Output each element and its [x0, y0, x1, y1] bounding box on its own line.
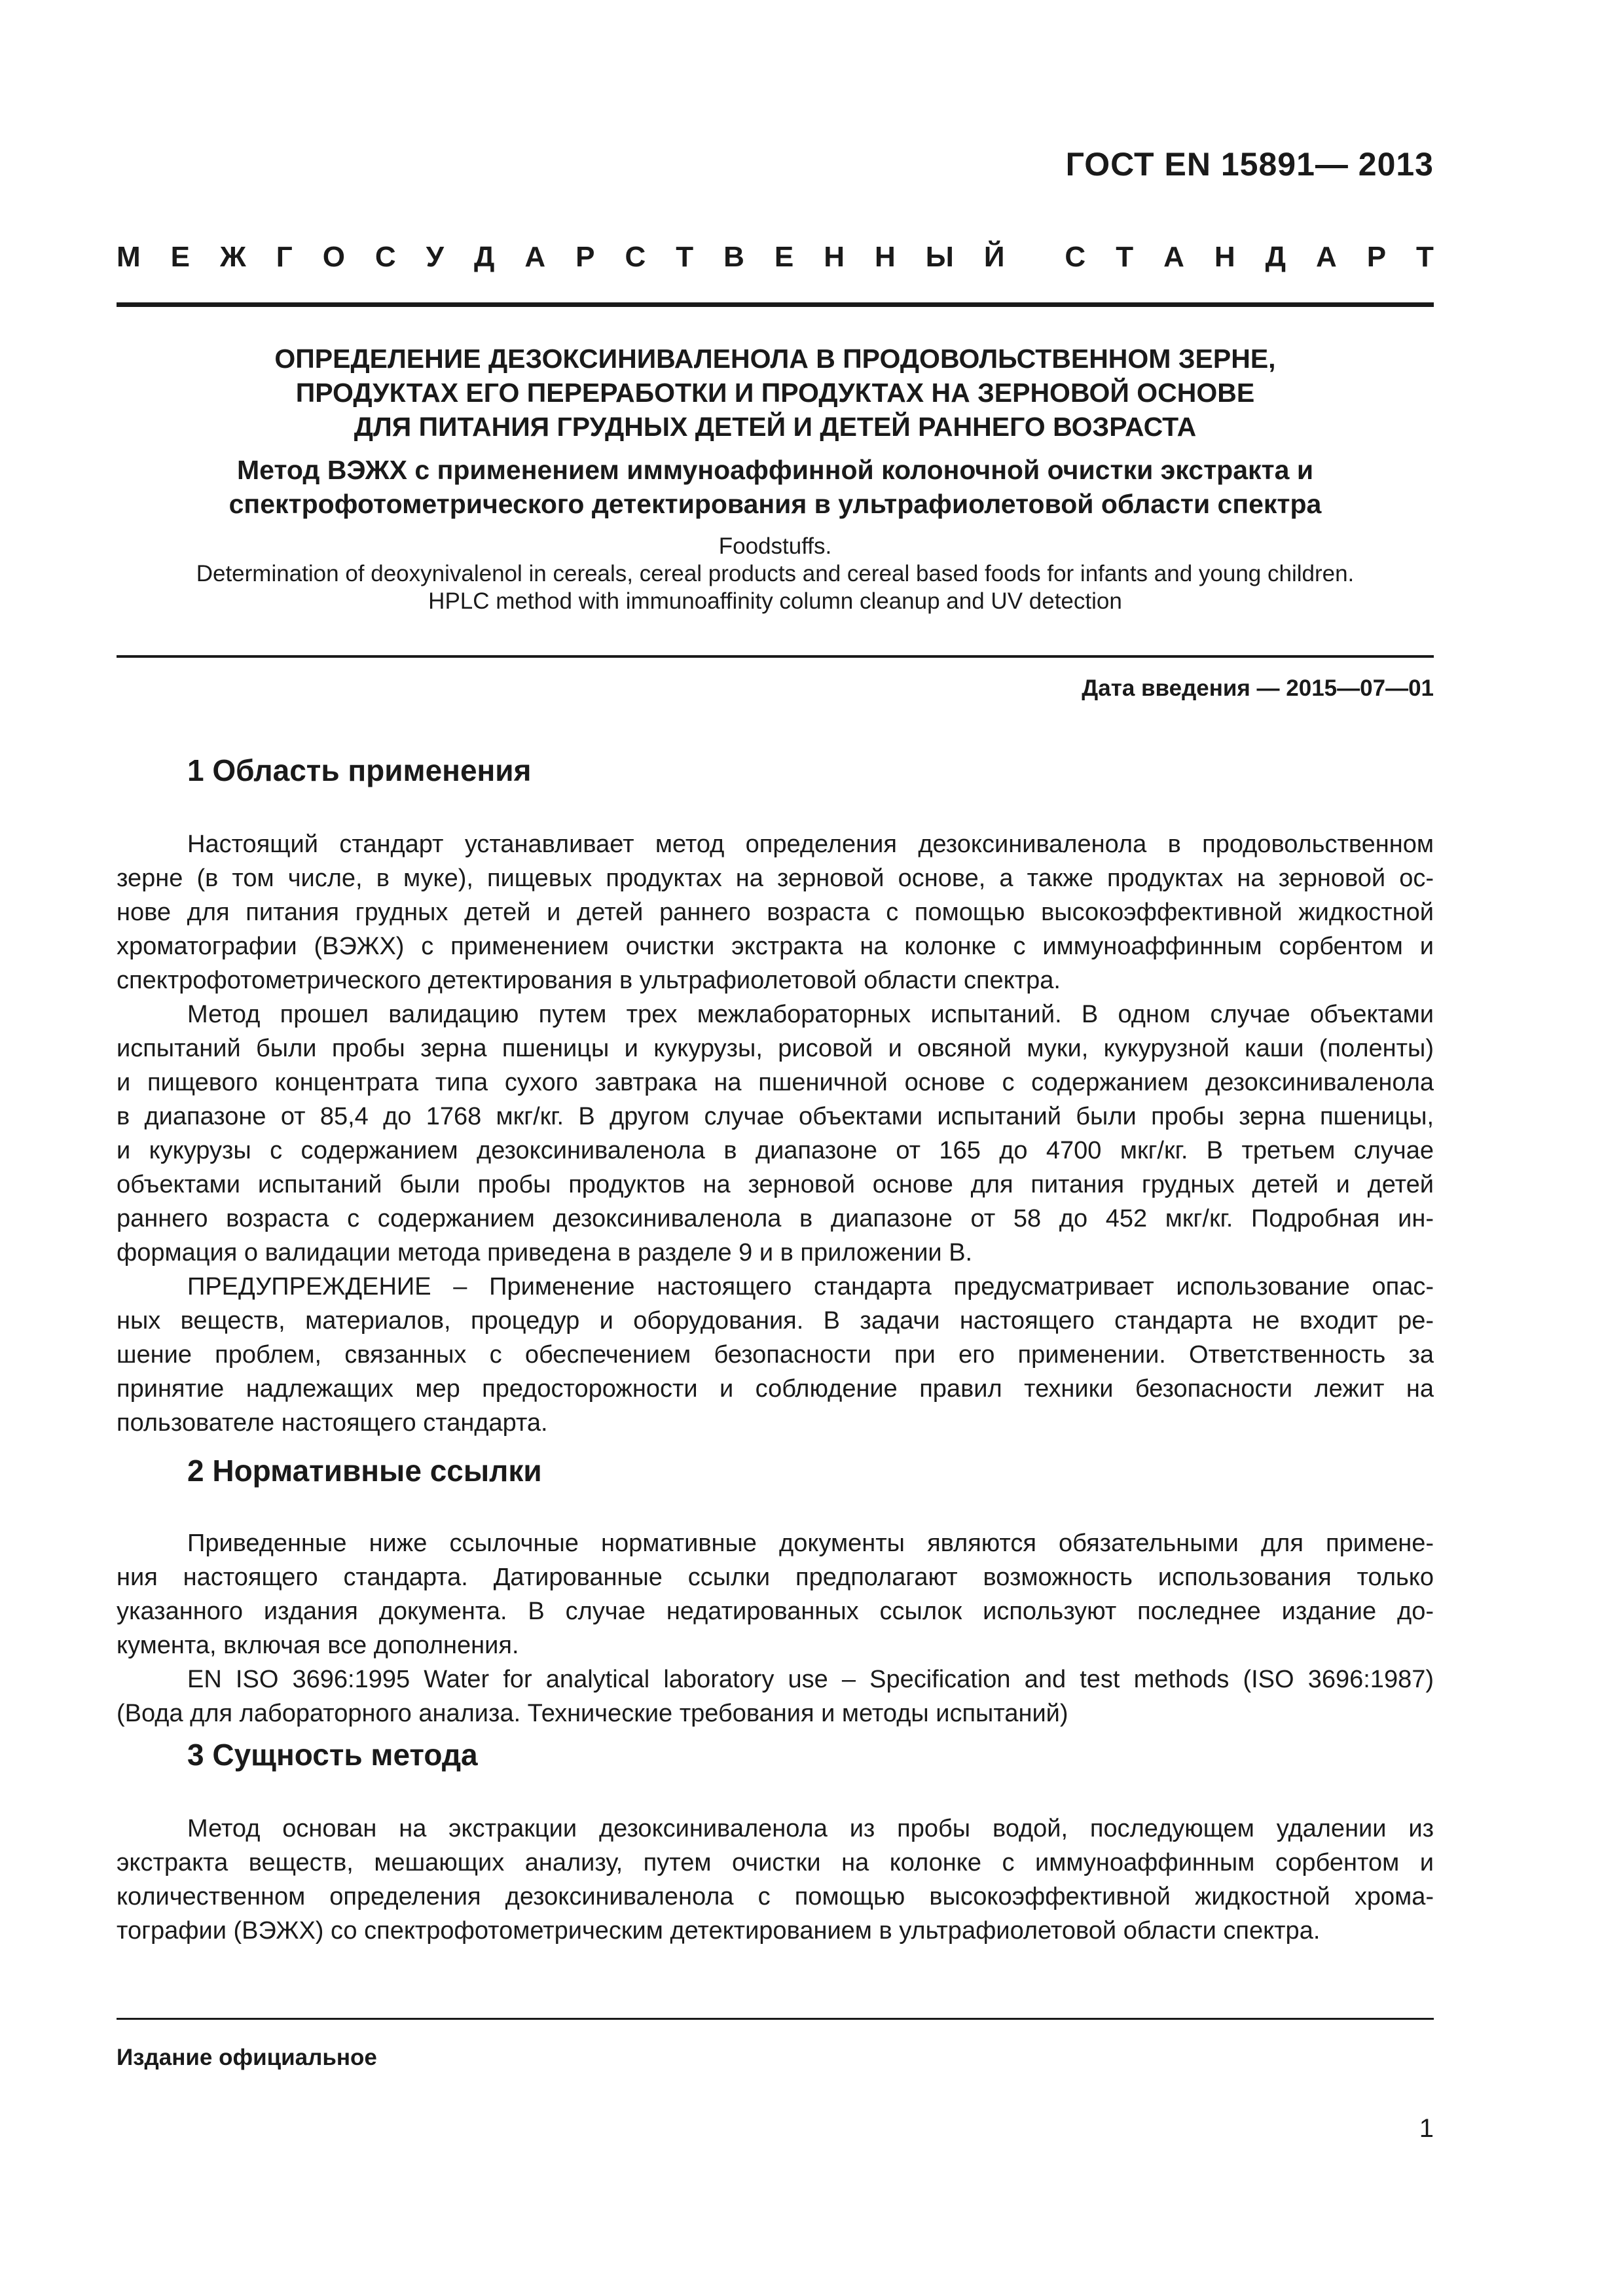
text-line: пользователе настоящего стандарта.: [117, 1409, 548, 1437]
banner-letter: Д: [1265, 241, 1286, 273]
banner-letter: У: [426, 241, 445, 273]
title-block: [117, 342, 1434, 615]
introduction-date: Дата введения — 2015—07—01: [1082, 675, 1434, 701]
edition-label: Издание официальное: [117, 2045, 377, 2070]
banner-letter: С: [625, 241, 646, 273]
text-line: ПРЕДУПРЕЖДЕНИЕ – Применение настоящего стандарта предусматривает использование опас-: [187, 1273, 1434, 1300]
text-line: количественном определения дезоксиниваленола с помощью высокоэффективной жидкостной хрома-: [117, 1883, 1434, 1910]
text-line: в диапазоне от 85,4 до 1768 мкг/кг. В другом случае объектами испытаний были пробы зерна пшеницы,: [117, 1103, 1434, 1130]
banner-letter: А: [524, 241, 546, 273]
banner-letter: Е: [170, 241, 190, 273]
subtitle-line: Метод ВЭЖХ с применением иммуноаффинной колоночной очистки экстракта и: [236, 455, 1314, 485]
text-line: принятие надлежащих мер предосторожности и соблюдение правил техники безопасности лежит на: [117, 1375, 1434, 1403]
banner-letter: Г: [276, 241, 293, 273]
standard-banner: [117, 241, 1434, 274]
banner-letter: С: [1065, 241, 1086, 273]
section-1-heading: 1 Область применения: [187, 753, 532, 787]
title-rule: [117, 655, 1434, 658]
banner-letter: Н: [875, 241, 896, 273]
text-line: экстракта веществ, мешающих анализу, путем очистки на колонке с иммуноаффинным сорбентом и: [117, 1849, 1434, 1876]
banner-letter: Р: [575, 241, 595, 273]
banner-letter: А: [1163, 241, 1184, 273]
text-line: указанного издания документа. В случае недатированных ссылок используют последнее издание до-: [117, 1598, 1434, 1625]
text-line: формация о валидации метода приведена в разделе 9 и в приложении В.: [117, 1239, 973, 1266]
english-title-line: Foodstuffs.: [718, 533, 832, 559]
text-line: тографии (ВЭЖХ) со спектрофотометрическим детектированием в ультрафиолетовой области спектра.: [117, 1917, 1321, 1945]
text-line: и кукурузы с содержанием дезоксиниваленола в диапазоне от 165 до 4700 мкг/кг. В третьем случае: [117, 1137, 1434, 1164]
banner-letter: Р: [1366, 241, 1387, 273]
text-line: EN ISO 3696:1995 Water for analytical laboratory use – Specification and test methods (ISO 3696:1987): [187, 1666, 1434, 1693]
english-title: [117, 533, 1434, 615]
banner-letter: Н: [824, 241, 845, 273]
banner-letter: С: [374, 241, 396, 273]
document-number: ГОСТ EN 15891— 2013: [1065, 146, 1434, 183]
banner-letter: Т: [1116, 241, 1134, 273]
banner-letter: А: [1315, 241, 1337, 273]
banner-letter: Н: [1214, 241, 1235, 273]
banner-letter: Т: [1416, 241, 1434, 273]
banner-letter: Ж: [219, 241, 246, 273]
text-line: (Вода для лабораторного анализа. Технические требования и методы испытаний): [117, 1700, 1068, 1727]
section-1-body: [117, 827, 1434, 1440]
banner-letter: О: [322, 241, 345, 273]
text-line: Метод основан на экстракции дезоксиниваленола из пробы водой, последующем удалении из: [187, 1815, 1434, 1842]
banner-letter: М: [117, 241, 141, 273]
text-line: Метод прошел валидацию путем трех межлабораторных испытаний. В одном случае объектами: [187, 1001, 1434, 1028]
section-3-body: [117, 1812, 1434, 1948]
text-line: Приведенные ниже ссылочные нормативные документы являются обязательными для примене-: [187, 1530, 1434, 1557]
title-line: ПРОДУКТАХ ЕГО ПЕРЕРАБОТКИ И ПРОДУКТАХ НА ЗЕРНОВОЙ ОСНОВЕ: [295, 378, 1255, 408]
banner-letter: В: [723, 241, 744, 273]
text-line: спектрофотометрического детектирования в ультрафиолетовой области спектра.: [117, 967, 1061, 994]
subtitle: [117, 453, 1434, 521]
text-line: раннего возраста с содержанием дезоксиниваленола в диапазоне от 58 до 452 мкг/кг. Подробная ин-: [117, 1205, 1434, 1232]
text-line: и пищевого концентрата типа сухого завтрака на пшеничной основе с содержанием дезоксиниваленола: [117, 1069, 1434, 1096]
english-title-line: HPLC method with immunoaffinity column cleanup and UV detection: [428, 588, 1122, 614]
text-line: ния настоящего стандарта. Датированные ссылки предполагают возможность использования только: [117, 1564, 1434, 1591]
text-line: шение проблем, связанных с обеспечением безопасности при его применении. Ответственность за: [117, 1341, 1434, 1369]
banner-letter: Д: [474, 241, 495, 273]
text-line: зерне (в том числе, в муке), пищевых продуктах на зерновой основе, а также продуктах на зерновой ос-: [117, 865, 1434, 892]
footer-rule: [117, 2018, 1434, 2020]
text-line: хроматографии (ВЭЖХ) с применением очистки экстракта на колонке с иммуноаффинным сорбентом и: [117, 933, 1434, 960]
text-line: ных веществ, материалов, процедур и оборудования. В задачи настоящего стандарта не входит ре-: [117, 1307, 1434, 1335]
title-line: ДЛЯ ПИТАНИЯ ГРУДНЫХ ДЕТЕЙ И ДЕТЕЙ РАННЕГО ВОЗРАСТА: [354, 412, 1197, 442]
section-2-body: [117, 1526, 1434, 1731]
banner-letter: Ы: [925, 241, 954, 273]
banner-letter: Й: [983, 241, 1005, 273]
text-line: объектами испытаний были пробы продуктов на зерновой основе для питания грудных детей и детей: [117, 1171, 1434, 1198]
text-line: кумента, включая все дополнения.: [117, 1632, 519, 1659]
text-line: Настоящий стандарт устанавливает метод определения дезоксиниваленола в продовольственном: [187, 831, 1434, 858]
title-line: ОПРЕДЕЛЕНИЕ ДЕЗОКСИНИВАЛЕНОЛА В ПРОДОВОЛЬСТВЕННОМ ЗЕРНЕ,: [274, 344, 1276, 374]
english-title-line: Determination of deoxynivalenol in cereals, cereal products and cereal based foods for infants and young children.: [196, 561, 1355, 586]
text-line: нове для питания грудных детей и детей раннего возраста с помощью высокоэффективной жидкостной: [117, 899, 1434, 926]
section-3-heading: 3 Сущность метода: [187, 1738, 478, 1772]
section-2-heading: 2 Нормативные ссылки: [187, 1454, 542, 1488]
subtitle-line: спектрофотометрического детектирования в ультрафиолетовой области спектра: [228, 489, 1322, 519]
banner-letter: Е: [774, 241, 794, 273]
banner-letter: Т: [676, 241, 694, 273]
text-line: испытаний были пробы зерна пшеницы и кукурузы, рисовой и овсяной муки, кукурузной каши (поленты): [117, 1035, 1434, 1062]
page-number: 1: [1419, 2114, 1434, 2143]
header-rule: [117, 302, 1434, 307]
